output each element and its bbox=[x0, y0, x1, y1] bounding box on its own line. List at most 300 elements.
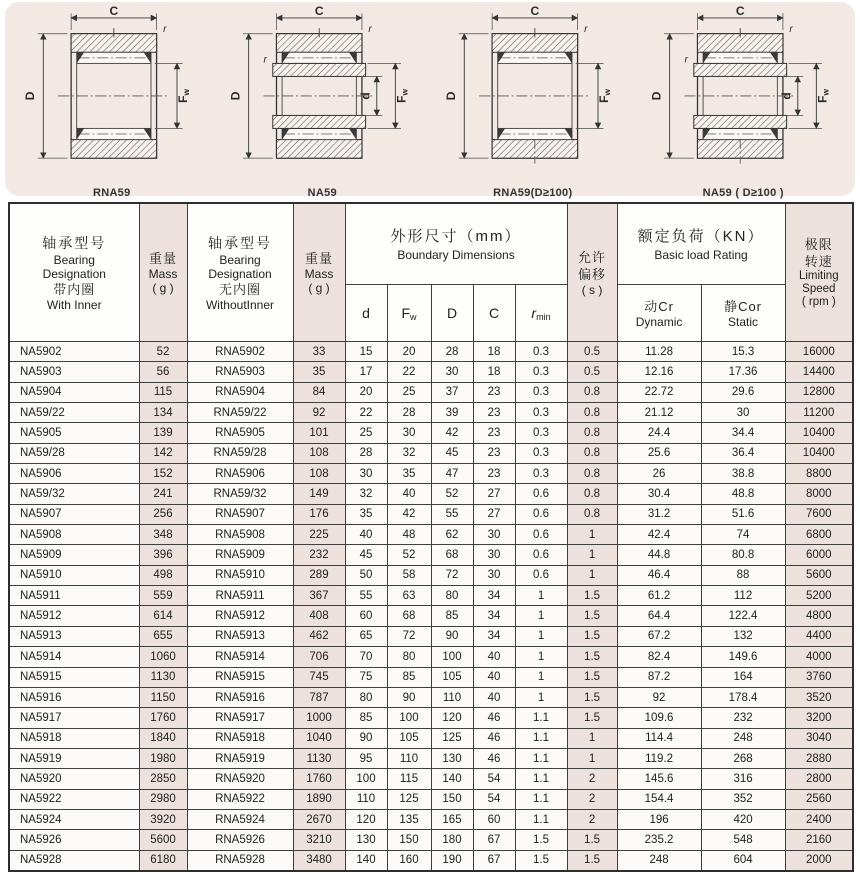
cell-dynamic-cr: 11.28 bbox=[617, 342, 701, 362]
cell-mass-without-inner: 462 bbox=[293, 626, 345, 646]
cell-static-cor: 74 bbox=[701, 525, 785, 545]
cell-designation-with-inner: NA5922 bbox=[9, 789, 139, 809]
cell-static-cor: 122.4 bbox=[701, 606, 785, 626]
dim-label-r: r bbox=[583, 23, 588, 35]
cell-static-cor: 88 bbox=[701, 565, 785, 585]
cell-offset-s: 1.5 bbox=[567, 606, 617, 626]
cell-limiting-speed: 2560 bbox=[785, 789, 853, 809]
cell-dynamic-cr: 145.6 bbox=[617, 769, 701, 789]
cell-outer-diameter: 120 bbox=[431, 708, 473, 728]
cell-rmin: 1.1 bbox=[515, 769, 567, 789]
diagram-caption: NA59 ( D≥100 ) bbox=[702, 187, 784, 199]
cell-mass-with-inner: 2850 bbox=[139, 769, 187, 789]
cell-limiting-speed: 6800 bbox=[785, 525, 853, 545]
cell-mass-without-inner: 1040 bbox=[293, 728, 345, 748]
cell-rmin: 0.3 bbox=[515, 403, 567, 423]
cell-d: 85 bbox=[345, 708, 387, 728]
cell-offset-s: 0.5 bbox=[567, 342, 617, 362]
cell-fw: 30 bbox=[387, 423, 431, 443]
cell-outer-diameter: 39 bbox=[431, 403, 473, 423]
cell-static-cor: 232 bbox=[701, 708, 785, 728]
cell-rmin: 1.1 bbox=[515, 748, 567, 768]
cell-fw: 125 bbox=[387, 789, 431, 809]
cell-offset-s: 0.8 bbox=[567, 403, 617, 423]
cell-outer-diameter: 45 bbox=[431, 443, 473, 463]
cell-d: 80 bbox=[345, 687, 387, 707]
cell-width-c: 27 bbox=[473, 504, 515, 524]
cell-width-c: 27 bbox=[473, 484, 515, 504]
header-col-rmin: $r_{min}$ bbox=[515, 285, 567, 342]
rna59-drawing bbox=[12, 4, 212, 186]
cell-designation-without-inner: RNA5907 bbox=[187, 504, 293, 524]
cell-rmin: 0.6 bbox=[515, 484, 567, 504]
cell-limiting-speed: 3520 bbox=[785, 687, 853, 707]
cell-designation-with-inner: NA5903 bbox=[9, 362, 139, 382]
cell-mass-with-inner: 152 bbox=[139, 464, 187, 484]
cell-fw: 160 bbox=[387, 850, 431, 871]
cell-offset-s: 2 bbox=[567, 809, 617, 829]
dim-label-r-left: r bbox=[263, 54, 268, 66]
cell-offset-s: 2 bbox=[567, 769, 617, 789]
cell-d: 50 bbox=[345, 565, 387, 585]
cell-designation-with-inner: NA5918 bbox=[9, 728, 139, 748]
cell-designation-without-inner: RNA5904 bbox=[187, 382, 293, 402]
cell-width-c: 23 bbox=[473, 382, 515, 402]
cell-static-cor: 548 bbox=[701, 830, 785, 850]
dim-label-fw: Fw bbox=[596, 88, 612, 103]
cell-dynamic-cr: 87.2 bbox=[617, 667, 701, 687]
cell-offset-s: 1.5 bbox=[567, 667, 617, 687]
cell-outer-diameter: 180 bbox=[431, 830, 473, 850]
table-row bbox=[9, 626, 853, 646]
cell-fw: 100 bbox=[387, 708, 431, 728]
cell-mass-without-inner: 84 bbox=[293, 382, 345, 402]
cell-mass-without-inner: 232 bbox=[293, 545, 345, 565]
cell-mass-with-inner: 1060 bbox=[139, 647, 187, 667]
cell-designation-with-inner: NA5924 bbox=[9, 809, 139, 829]
cell-offset-s: 0.8 bbox=[567, 443, 617, 463]
cell-offset-s: 1 bbox=[567, 748, 617, 768]
dim-label-d: d bbox=[779, 92, 794, 100]
cell-rmin: 1.1 bbox=[515, 728, 567, 748]
dim-label-c: C bbox=[530, 4, 539, 19]
cell-designation-without-inner: RNA5906 bbox=[187, 464, 293, 484]
cell-outer-diameter: 80 bbox=[431, 586, 473, 606]
cell-width-c: 60 bbox=[473, 809, 515, 829]
header-designation-with-inner: 轴承型号 Bearing Designation 带内圈 With Inner bbox=[9, 203, 139, 342]
cell-static-cor: 80.8 bbox=[701, 545, 785, 565]
cell-width-c: 18 bbox=[473, 362, 515, 382]
cell-designation-with-inner: NA5902 bbox=[9, 342, 139, 362]
table-row bbox=[9, 728, 853, 748]
cell-designation-without-inner: RNA5910 bbox=[187, 565, 293, 585]
cell-static-cor: 178.4 bbox=[701, 687, 785, 707]
cell-offset-s: 0.8 bbox=[567, 464, 617, 484]
cell-designation-with-inner: NA5906 bbox=[9, 464, 139, 484]
dim-label-D: D bbox=[649, 91, 664, 101]
dim-label-r-right: r bbox=[789, 23, 794, 35]
cell-designation-without-inner: RNA5913 bbox=[187, 626, 293, 646]
cell-dynamic-cr: 109.6 bbox=[617, 708, 701, 728]
cell-limiting-speed: 14400 bbox=[785, 362, 853, 382]
cell-width-c: 34 bbox=[473, 626, 515, 646]
cell-mass-with-inner: 142 bbox=[139, 443, 187, 463]
header-mass-with-inner: 重量 Mass ( g ) bbox=[139, 203, 187, 342]
cell-mass-without-inner: 225 bbox=[293, 525, 345, 545]
cell-mass-with-inner: 6180 bbox=[139, 850, 187, 871]
cell-offset-s: 1.5 bbox=[567, 850, 617, 871]
table-row bbox=[9, 443, 853, 463]
cell-fw: 80 bbox=[387, 647, 431, 667]
bearing-spec-table bbox=[8, 202, 854, 872]
dim-label-d: d bbox=[358, 92, 373, 100]
cell-mass-without-inner: 1760 bbox=[293, 769, 345, 789]
cell-mass-without-inner: 108 bbox=[293, 464, 345, 484]
cell-rmin: 1.1 bbox=[515, 789, 567, 809]
diagram-caption: RNA59 bbox=[92, 187, 131, 199]
cell-outer-diameter: 85 bbox=[431, 606, 473, 626]
cell-dynamic-cr: 46.4 bbox=[617, 565, 701, 585]
cell-static-cor: 15.3 bbox=[701, 342, 785, 362]
cell-mass-with-inner: 134 bbox=[139, 403, 187, 423]
cell-mass-without-inner: 787 bbox=[293, 687, 345, 707]
cell-dynamic-cr: 64.4 bbox=[617, 606, 701, 626]
cell-d: 32 bbox=[345, 484, 387, 504]
dim-label-c: C bbox=[109, 4, 118, 19]
table-row bbox=[9, 606, 853, 626]
diagram-panel bbox=[5, 2, 855, 199]
diagram-caption: RNA59(D≥100) bbox=[493, 187, 573, 199]
header-mass-without-inner: 重量 Mass ( g ) bbox=[293, 203, 345, 342]
cell-mass-without-inner: 176 bbox=[293, 504, 345, 524]
cell-limiting-speed: 4400 bbox=[785, 626, 853, 646]
cell-designation-without-inner: RNA5905 bbox=[187, 423, 293, 443]
cell-mass-with-inner: 1840 bbox=[139, 728, 187, 748]
cell-limiting-speed: 7600 bbox=[785, 504, 853, 524]
header-col-fw: $F_w$ bbox=[387, 285, 431, 342]
cell-designation-with-inner: NA5928 bbox=[9, 850, 139, 871]
cell-designation-without-inner: RNA59/22 bbox=[187, 403, 293, 423]
cell-rmin: 1 bbox=[515, 687, 567, 707]
table-row bbox=[9, 789, 853, 809]
cell-designation-with-inner: NA5907 bbox=[9, 504, 139, 524]
cell-width-c: 40 bbox=[473, 647, 515, 667]
cell-mass-with-inner: 498 bbox=[139, 565, 187, 585]
cell-designation-with-inner: NA5904 bbox=[9, 382, 139, 402]
dim-label-c: C bbox=[315, 4, 324, 19]
cell-fw: 28 bbox=[387, 403, 431, 423]
cell-designation-with-inner: NA5916 bbox=[9, 687, 139, 707]
table-row bbox=[9, 708, 853, 728]
cell-rmin: 1.1 bbox=[515, 708, 567, 728]
cell-mass-with-inner: 2980 bbox=[139, 789, 187, 809]
cell-mass-without-inner: 408 bbox=[293, 606, 345, 626]
cell-static-cor: 420 bbox=[701, 809, 785, 829]
cell-rmin: 1 bbox=[515, 626, 567, 646]
cell-limiting-speed: 2880 bbox=[785, 748, 853, 768]
cell-outer-diameter: 110 bbox=[431, 687, 473, 707]
cell-outer-diameter: 105 bbox=[431, 667, 473, 687]
cell-width-c: 40 bbox=[473, 687, 515, 707]
cell-width-c: 23 bbox=[473, 423, 515, 443]
cell-designation-without-inner: RNA5928 bbox=[187, 850, 293, 871]
cell-static-cor: 149.6 bbox=[701, 647, 785, 667]
cell-limiting-speed: 10400 bbox=[785, 443, 853, 463]
cell-mass-without-inner: 3480 bbox=[293, 850, 345, 871]
cell-d: 40 bbox=[345, 525, 387, 545]
cell-width-c: 23 bbox=[473, 443, 515, 463]
cell-d: 15 bbox=[345, 342, 387, 362]
cell-limiting-speed: 3200 bbox=[785, 708, 853, 728]
cell-width-c: 30 bbox=[473, 545, 515, 565]
cell-width-c: 54 bbox=[473, 769, 515, 789]
cell-fw: 135 bbox=[387, 809, 431, 829]
cell-designation-without-inner: RNA5926 bbox=[187, 830, 293, 850]
cell-fw: 110 bbox=[387, 748, 431, 768]
cell-designation-without-inner: RNA5920 bbox=[187, 769, 293, 789]
table-row bbox=[9, 769, 853, 789]
cell-limiting-speed: 10400 bbox=[785, 423, 853, 443]
table-row bbox=[9, 850, 853, 871]
cell-static-cor: 48.8 bbox=[701, 484, 785, 504]
cell-rmin: 1 bbox=[515, 647, 567, 667]
cell-mass-with-inner: 1980 bbox=[139, 748, 187, 768]
cell-mass-without-inner: 33 bbox=[293, 342, 345, 362]
cell-fw: 25 bbox=[387, 382, 431, 402]
cell-designation-without-inner: RNA5917 bbox=[187, 708, 293, 728]
bearing-diagram-rna59 bbox=[12, 4, 212, 199]
cell-designation-with-inner: NA5911 bbox=[9, 586, 139, 606]
cell-fw: 63 bbox=[387, 586, 431, 606]
cell-dynamic-cr: 235.2 bbox=[617, 830, 701, 850]
dim-label-D: D bbox=[22, 91, 37, 101]
table-row bbox=[9, 484, 853, 504]
dim-label-fw: Fw bbox=[815, 88, 831, 103]
table-row bbox=[9, 809, 853, 829]
na59-drawing bbox=[217, 4, 427, 186]
cell-designation-with-inner: NA59/28 bbox=[9, 443, 139, 463]
cell-outer-diameter: 42 bbox=[431, 423, 473, 443]
cell-mass-with-inner: 1760 bbox=[139, 708, 187, 728]
cell-mass-without-inner: 367 bbox=[293, 586, 345, 606]
cell-width-c: 34 bbox=[473, 606, 515, 626]
cell-outer-diameter: 190 bbox=[431, 850, 473, 871]
cell-designation-with-inner: NA5912 bbox=[9, 606, 139, 626]
table-row bbox=[9, 565, 853, 585]
cell-static-cor: 29.6 bbox=[701, 382, 785, 402]
cell-offset-s: 0.8 bbox=[567, 382, 617, 402]
cell-limiting-speed: 4800 bbox=[785, 606, 853, 626]
cell-limiting-speed: 12800 bbox=[785, 382, 853, 402]
cell-fw: 20 bbox=[387, 342, 431, 362]
cell-mass-with-inner: 115 bbox=[139, 382, 187, 402]
cell-d: 130 bbox=[345, 830, 387, 850]
cell-offset-s: 1.5 bbox=[567, 626, 617, 646]
cell-width-c: 67 bbox=[473, 830, 515, 850]
cell-limiting-speed: 8000 bbox=[785, 484, 853, 504]
cell-fw: 90 bbox=[387, 687, 431, 707]
cell-limiting-speed: 16000 bbox=[785, 342, 853, 362]
cell-dynamic-cr: 31.2 bbox=[617, 504, 701, 524]
cell-static-cor: 248 bbox=[701, 728, 785, 748]
cell-mass-with-inner: 396 bbox=[139, 545, 187, 565]
cell-designation-with-inner: NA5909 bbox=[9, 545, 139, 565]
cell-mass-with-inner: 655 bbox=[139, 626, 187, 646]
cell-rmin: 0.6 bbox=[515, 525, 567, 545]
cell-fw: 105 bbox=[387, 728, 431, 748]
cell-rmin: 0.3 bbox=[515, 342, 567, 362]
cell-width-c: 67 bbox=[473, 850, 515, 871]
cell-mass-with-inner: 56 bbox=[139, 362, 187, 382]
cell-d: 20 bbox=[345, 382, 387, 402]
cell-offset-s: 0.8 bbox=[567, 423, 617, 443]
header-permissible-offset: 允许 偏移 ( s ) bbox=[567, 203, 617, 342]
table-row bbox=[9, 423, 853, 443]
header-col-C: C bbox=[473, 285, 515, 342]
cell-fw: 48 bbox=[387, 525, 431, 545]
table-row bbox=[9, 667, 853, 687]
cell-designation-with-inner: NA5917 bbox=[9, 708, 139, 728]
cell-mass-without-inner: 1130 bbox=[293, 748, 345, 768]
cell-width-c: 23 bbox=[473, 403, 515, 423]
cell-width-c: 40 bbox=[473, 667, 515, 687]
cell-static-cor: 34.4 bbox=[701, 423, 785, 443]
cell-mass-with-inner: 52 bbox=[139, 342, 187, 362]
cell-rmin: 1 bbox=[515, 606, 567, 626]
dim-label-D: D bbox=[443, 91, 458, 101]
cell-rmin: 1 bbox=[515, 667, 567, 687]
cell-static-cor: 17.36 bbox=[701, 362, 785, 382]
cell-d: 100 bbox=[345, 769, 387, 789]
cell-limiting-speed: 5200 bbox=[785, 586, 853, 606]
cell-width-c: 30 bbox=[473, 525, 515, 545]
cell-outer-diameter: 165 bbox=[431, 809, 473, 829]
cell-outer-diameter: 125 bbox=[431, 728, 473, 748]
cell-rmin: 0.3 bbox=[515, 464, 567, 484]
cell-dynamic-cr: 21.12 bbox=[617, 403, 701, 423]
cell-outer-diameter: 150 bbox=[431, 789, 473, 809]
cell-dynamic-cr: 248 bbox=[617, 850, 701, 871]
cell-d: 65 bbox=[345, 626, 387, 646]
cell-mass-without-inner: 1000 bbox=[293, 708, 345, 728]
cell-width-c: 30 bbox=[473, 565, 515, 585]
cell-dynamic-cr: 12.16 bbox=[617, 362, 701, 382]
cell-designation-without-inner: RNA5903 bbox=[187, 362, 293, 382]
cell-rmin: 1.5 bbox=[515, 850, 567, 871]
cell-limiting-speed: 2800 bbox=[785, 769, 853, 789]
cell-limiting-speed: 6000 bbox=[785, 545, 853, 565]
cell-dynamic-cr: 196 bbox=[617, 809, 701, 829]
cell-designation-with-inner: NA5905 bbox=[9, 423, 139, 443]
cell-offset-s: 1.5 bbox=[567, 647, 617, 667]
header-designation-without-inner: 轴承型号 Bearing Designation 无内圈 WithoutInner bbox=[187, 203, 293, 342]
cell-outer-diameter: 55 bbox=[431, 504, 473, 524]
table-row bbox=[9, 464, 853, 484]
cell-d: 17 bbox=[345, 362, 387, 382]
table-row bbox=[9, 586, 853, 606]
table-row bbox=[9, 647, 853, 667]
cell-dynamic-cr: 92 bbox=[617, 687, 701, 707]
cell-mass-with-inner: 1130 bbox=[139, 667, 187, 687]
dim-label-r-right: r bbox=[368, 23, 373, 35]
cell-outer-diameter: 90 bbox=[431, 626, 473, 646]
cell-rmin: 1 bbox=[515, 586, 567, 606]
cell-designation-with-inner: NA59/32 bbox=[9, 484, 139, 504]
cell-fw: 68 bbox=[387, 606, 431, 626]
cell-static-cor: 132 bbox=[701, 626, 785, 646]
cell-offset-s: 1 bbox=[567, 728, 617, 748]
cell-mass-with-inner: 1150 bbox=[139, 687, 187, 707]
cell-width-c: 46 bbox=[473, 708, 515, 728]
table-row bbox=[9, 403, 853, 423]
cell-d: 120 bbox=[345, 809, 387, 829]
cell-mass-without-inner: 108 bbox=[293, 443, 345, 463]
cell-d: 95 bbox=[345, 748, 387, 768]
cell-mass-without-inner: 745 bbox=[293, 667, 345, 687]
cell-outer-diameter: 30 bbox=[431, 362, 473, 382]
cell-designation-without-inner: RNA5918 bbox=[187, 728, 293, 748]
cell-static-cor: 164 bbox=[701, 667, 785, 687]
cell-limiting-speed: 8800 bbox=[785, 464, 853, 484]
cell-outer-diameter: 47 bbox=[431, 464, 473, 484]
cell-fw: 32 bbox=[387, 443, 431, 463]
cell-dynamic-cr: 67.2 bbox=[617, 626, 701, 646]
cell-offset-s: 1.5 bbox=[567, 586, 617, 606]
cell-mass-without-inner: 1890 bbox=[293, 789, 345, 809]
cell-limiting-speed: 5600 bbox=[785, 565, 853, 585]
cell-designation-without-inner: RNA5911 bbox=[187, 586, 293, 606]
cell-designation-without-inner: RNA5924 bbox=[187, 809, 293, 829]
cell-rmin: 0.6 bbox=[515, 504, 567, 524]
cell-width-c: 23 bbox=[473, 464, 515, 484]
bearing-diagram-rna59-d100 bbox=[433, 4, 633, 199]
cell-outer-diameter: 130 bbox=[431, 748, 473, 768]
header-boundary-dimensions: 外形尺寸（mm） Boundary Dimensions bbox=[345, 203, 567, 285]
cell-designation-with-inner: NA5908 bbox=[9, 525, 139, 545]
header-col-D: D bbox=[431, 285, 473, 342]
cell-fw: 22 bbox=[387, 362, 431, 382]
cell-designation-without-inner: RNA5922 bbox=[187, 789, 293, 809]
diagram-caption: NA59 bbox=[307, 187, 337, 199]
cell-mass-with-inner: 256 bbox=[139, 504, 187, 524]
cell-outer-diameter: 140 bbox=[431, 769, 473, 789]
cell-fw: 35 bbox=[387, 464, 431, 484]
cell-designation-without-inner: RNA5914 bbox=[187, 647, 293, 667]
cell-outer-diameter: 72 bbox=[431, 565, 473, 585]
cell-d: 22 bbox=[345, 403, 387, 423]
cell-static-cor: 604 bbox=[701, 850, 785, 871]
cell-static-cor: 38.8 bbox=[701, 464, 785, 484]
cell-offset-s: 0.8 bbox=[567, 504, 617, 524]
cell-d: 110 bbox=[345, 789, 387, 809]
header-col-static: 静Cor Static bbox=[701, 285, 785, 342]
cell-rmin: 0.6 bbox=[515, 545, 567, 565]
cell-designation-with-inner: NA5914 bbox=[9, 647, 139, 667]
rna59-d100-drawing bbox=[433, 4, 633, 186]
header-col-d: d bbox=[345, 285, 387, 342]
table-row bbox=[9, 382, 853, 402]
cell-d: 90 bbox=[345, 728, 387, 748]
cell-outer-diameter: 37 bbox=[431, 382, 473, 402]
dim-label-fw: Fw bbox=[175, 88, 191, 103]
cell-static-cor: 268 bbox=[701, 748, 785, 768]
table-row bbox=[9, 525, 853, 545]
cell-designation-with-inner: NA59/22 bbox=[9, 403, 139, 423]
cell-offset-s: 1.5 bbox=[567, 687, 617, 707]
cell-designation-without-inner: RNA59/28 bbox=[187, 443, 293, 463]
table-row bbox=[9, 545, 853, 565]
cell-dynamic-cr: 119.2 bbox=[617, 748, 701, 768]
